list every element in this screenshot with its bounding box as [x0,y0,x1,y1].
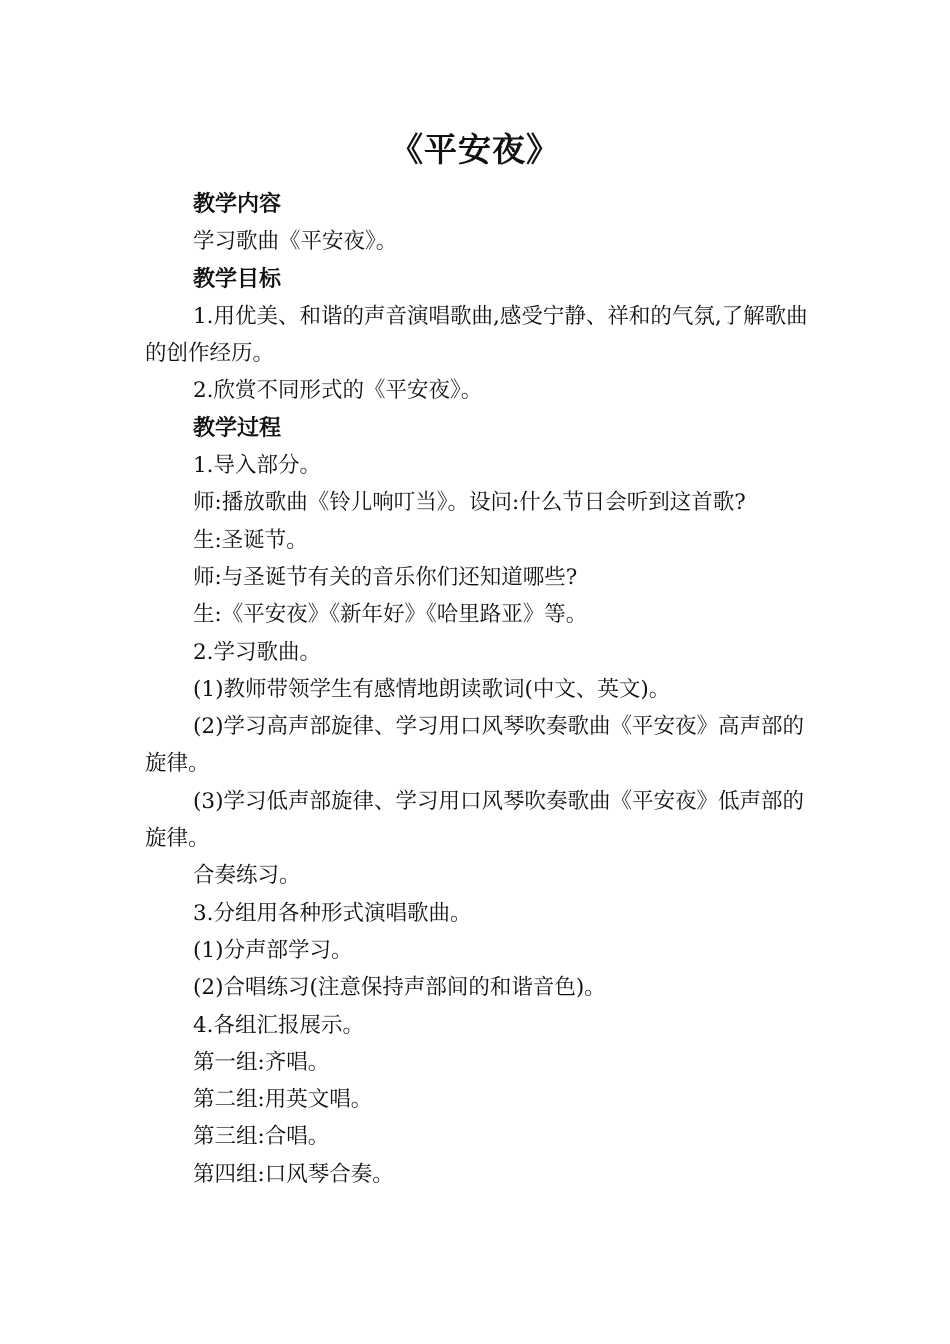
paragraph: (3)学习低声部旋律、学习用口风琴吹奏歌曲《平安夜》低声部的旋律。 [145,788,804,852]
paragraph: 3.分组用各种形式演唱歌曲。 [193,900,472,926]
paragraph: 师:播放歌曲《铃儿响叮当》。设问:什么节日会听到这首歌? [193,490,746,516]
paragraph: (1)教师带领学生有感情地朗读歌词(中文、英文)。 [193,676,671,702]
section-heading-process: 教学过程 [193,415,282,441]
section-heading-content: 教学内容 [193,192,282,217]
document-body [145,186,810,1193]
paragraph: 生:《平安夜》《新年好》《哈里路亚》等。 [193,602,588,628]
paragraph: 2.学习歌曲。 [193,639,322,665]
paragraph: 2.欣赏不同形式的《平安夜》。 [193,378,483,404]
paragraph: 第二组:用英文唱。 [193,1087,373,1113]
paragraph: 1.用优美、和谐的声音演唱歌曲,感受宁静、祥和的气氛,了解歌曲的创作经历。 [145,303,808,367]
paragraph: 第一组:齐唱。 [193,1049,330,1075]
paragraph: 师:与圣诞节有关的音乐你们还知道哪些? [193,564,578,590]
section-heading-goals: 教学目标 [193,266,282,292]
paragraph: 第三组:合唱。 [193,1124,330,1150]
paragraph: 合奏练习。 [193,863,301,889]
paragraph: 第四组:口风琴合奏。 [193,1161,394,1187]
paragraph: 4.各组汇报展示。 [193,1012,365,1038]
paragraph: (1)分声部学习。 [193,937,353,963]
paragraph: 学习歌曲《平安夜》。 [193,229,398,255]
paragraph: 1.导入部分。 [193,453,322,479]
paragraph: 生:圣诞节。 [193,527,308,553]
paragraph: (2)学习高声部旋律、学习用口风琴吹奏歌曲《平安夜》高声部的旋律。 [145,714,804,777]
page-title: 《平安夜》 [390,130,560,169]
paragraph: (2)合唱练习(注意保持声部间的和谐音色)。 [193,975,606,1001]
